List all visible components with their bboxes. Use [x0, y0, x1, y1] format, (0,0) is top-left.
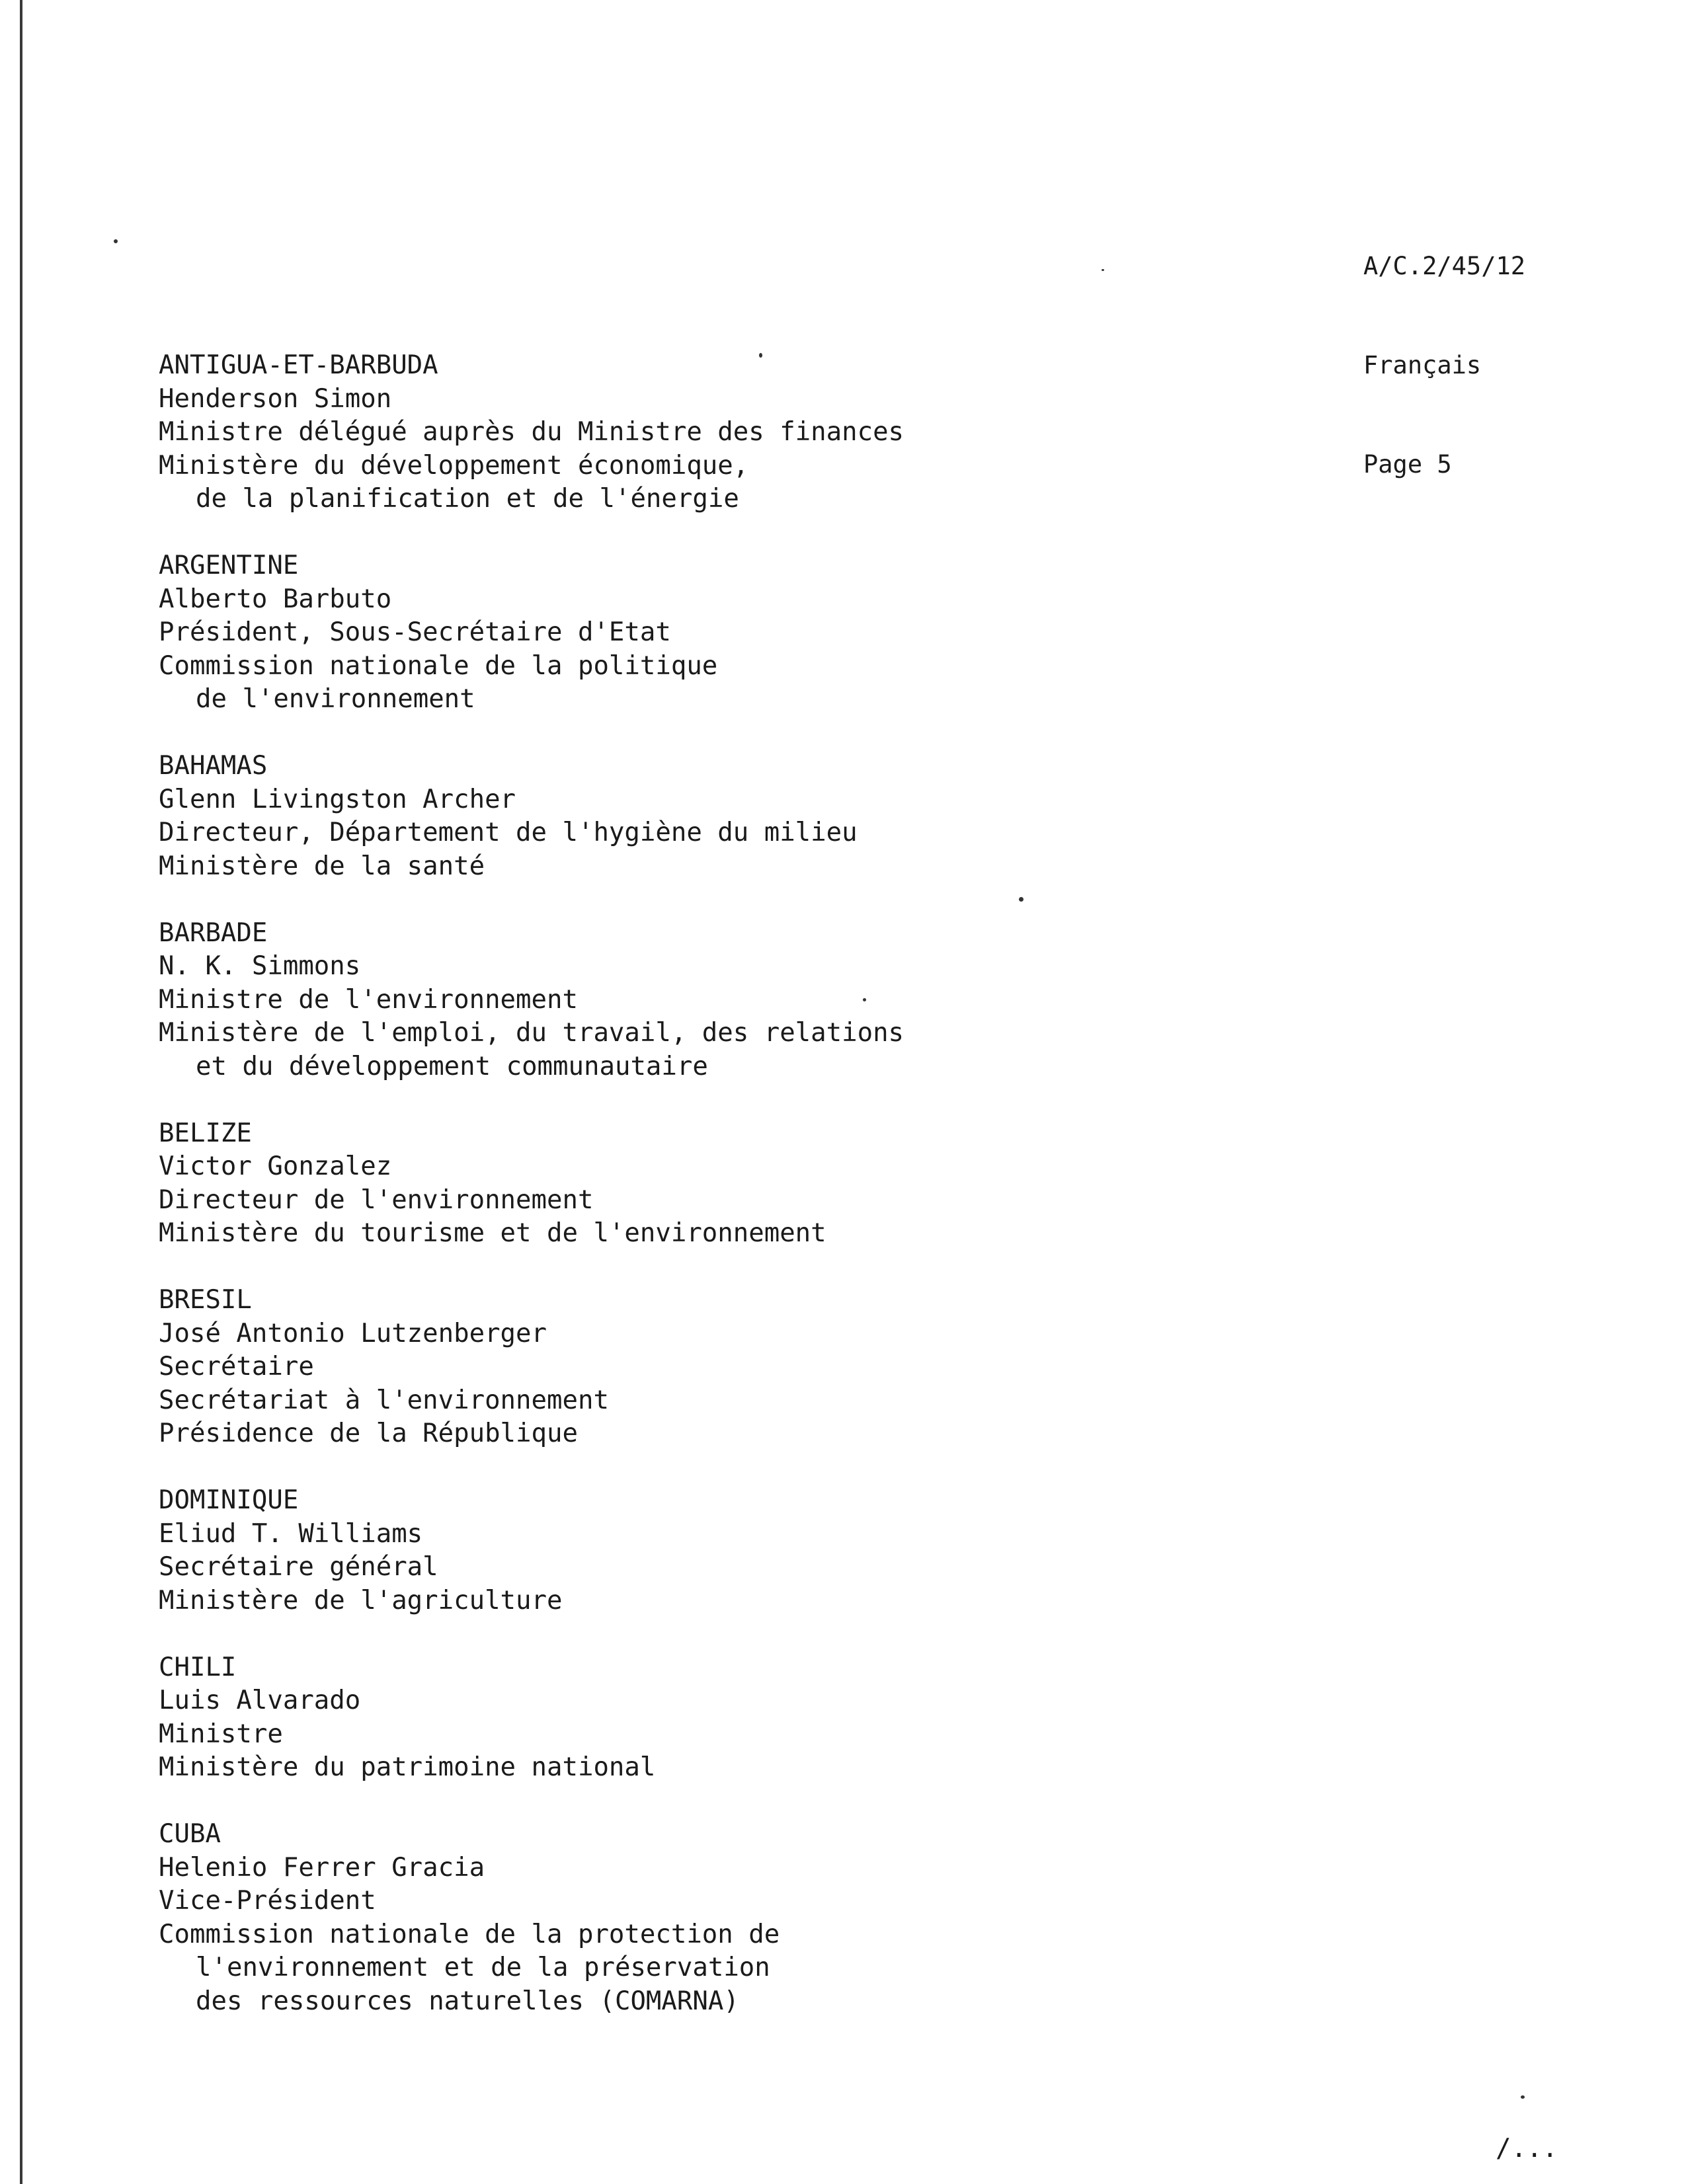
- person-title: Président, Sous-Secrétaire d'Etat: [159, 617, 671, 647]
- affiliation-line: et du développement communautaire: [196, 1051, 708, 1081]
- page-number: Page 5: [1363, 450, 1452, 479]
- person-title: Ministre de l'environnement: [159, 984, 578, 1015]
- country-name: BELIZE: [159, 1118, 252, 1148]
- country-name: ARGENTINE: [159, 551, 299, 580]
- delegate-entry: [159, 1818, 1415, 2018]
- affiliation-line: Ministère de l'emploi, du travail, des relations: [159, 1018, 904, 1048]
- affiliation-line: de la planification et de l'énergie: [196, 484, 739, 514]
- affiliation-line: Présidence de la République: [159, 1419, 578, 1448]
- person-title: Secrétaire: [159, 1352, 314, 1382]
- person-name: Henderson Simon: [159, 383, 392, 414]
- affiliation-line: Ministère du patrimoine national: [159, 1752, 656, 1782]
- person-name: Victor Gonzalez: [159, 1151, 392, 1181]
- person-name: José Antonio Lutzenberger: [159, 1318, 547, 1348]
- scan-speck: [1102, 269, 1104, 271]
- affiliation-line: Commission nationale de la protection de: [159, 1919, 780, 1949]
- delegate-entry: [159, 1284, 1415, 1451]
- document-symbol: A/C.2/45/12: [1363, 252, 1526, 280]
- person-title: Directeur de l'environnement: [159, 1185, 594, 1215]
- affiliation-line: Commission nationale de la politique: [159, 650, 718, 681]
- affiliation-line: Ministère du tourisme et de l'environnement: [159, 1218, 826, 1248]
- person-name: Helenio Ferrer Gracia: [159, 1852, 485, 1883]
- affiliation-line: des ressources naturelles (COMARNA): [196, 1986, 739, 2016]
- person-title: Ministre: [159, 1719, 283, 1749]
- person-name: Glenn Livingston Archer: [159, 784, 516, 814]
- person-title: Vice-Président: [159, 1886, 376, 1916]
- person-name: N. K. Simmons: [159, 951, 361, 981]
- person-title: Directeur, Département de l'hygiène du milieu: [159, 818, 858, 847]
- affiliation-line: de l'environnement: [196, 684, 475, 714]
- person-name: Alberto Barbuto: [159, 584, 392, 614]
- continuation-marker: /...: [1496, 2134, 1558, 2164]
- scan-speck: [1019, 897, 1024, 902]
- country-name: CHILI: [159, 1652, 237, 1682]
- country-name: BARBADE: [159, 917, 268, 948]
- country-name: ANTIGUA-ET-BARBUDA: [159, 350, 438, 380]
- scan-speck: [114, 239, 118, 243]
- person-title: Secrétaire général: [159, 1552, 438, 1582]
- delegate-entry: [159, 1484, 1415, 1618]
- delegate-entry: [159, 349, 1415, 516]
- delegate-list: [159, 349, 1415, 2052]
- person-title: Ministre délégué auprès du Ministre des finances: [159, 417, 904, 447]
- delegate-entry: [159, 1117, 1415, 1251]
- affiliation-line: Ministère du développement économique,: [159, 450, 749, 481]
- delegate-entry: [159, 1651, 1415, 1785]
- country-name: BRESIL: [159, 1285, 252, 1315]
- delegate-entry: [159, 917, 1415, 1084]
- scan-speck: [1521, 2095, 1525, 2099]
- country-name: DOMINIQUE: [159, 1485, 299, 1515]
- affiliation-line: Ministère de l'agriculture: [159, 1585, 563, 1616]
- scan-speck: [759, 353, 762, 358]
- country-name: CUBA: [159, 1819, 221, 1849]
- affiliation-line: Secrétariat à l'environnement: [159, 1385, 609, 1415]
- scan-speck: [863, 998, 866, 1001]
- affiliation-line: Ministère de la santé: [159, 851, 485, 881]
- country-name: BAHAMAS: [159, 751, 268, 781]
- document-language: Français: [1363, 351, 1482, 379]
- affiliation-line: l'environnement et de la préservation: [196, 1953, 770, 1982]
- person-name: Luis Alvarado: [159, 1686, 361, 1715]
- delegate-entry: [159, 549, 1415, 717]
- left-margin-rule: [20, 0, 22, 2184]
- person-name: Eliud T. Williams: [159, 1518, 423, 1549]
- delegate-entry: [159, 750, 1415, 883]
